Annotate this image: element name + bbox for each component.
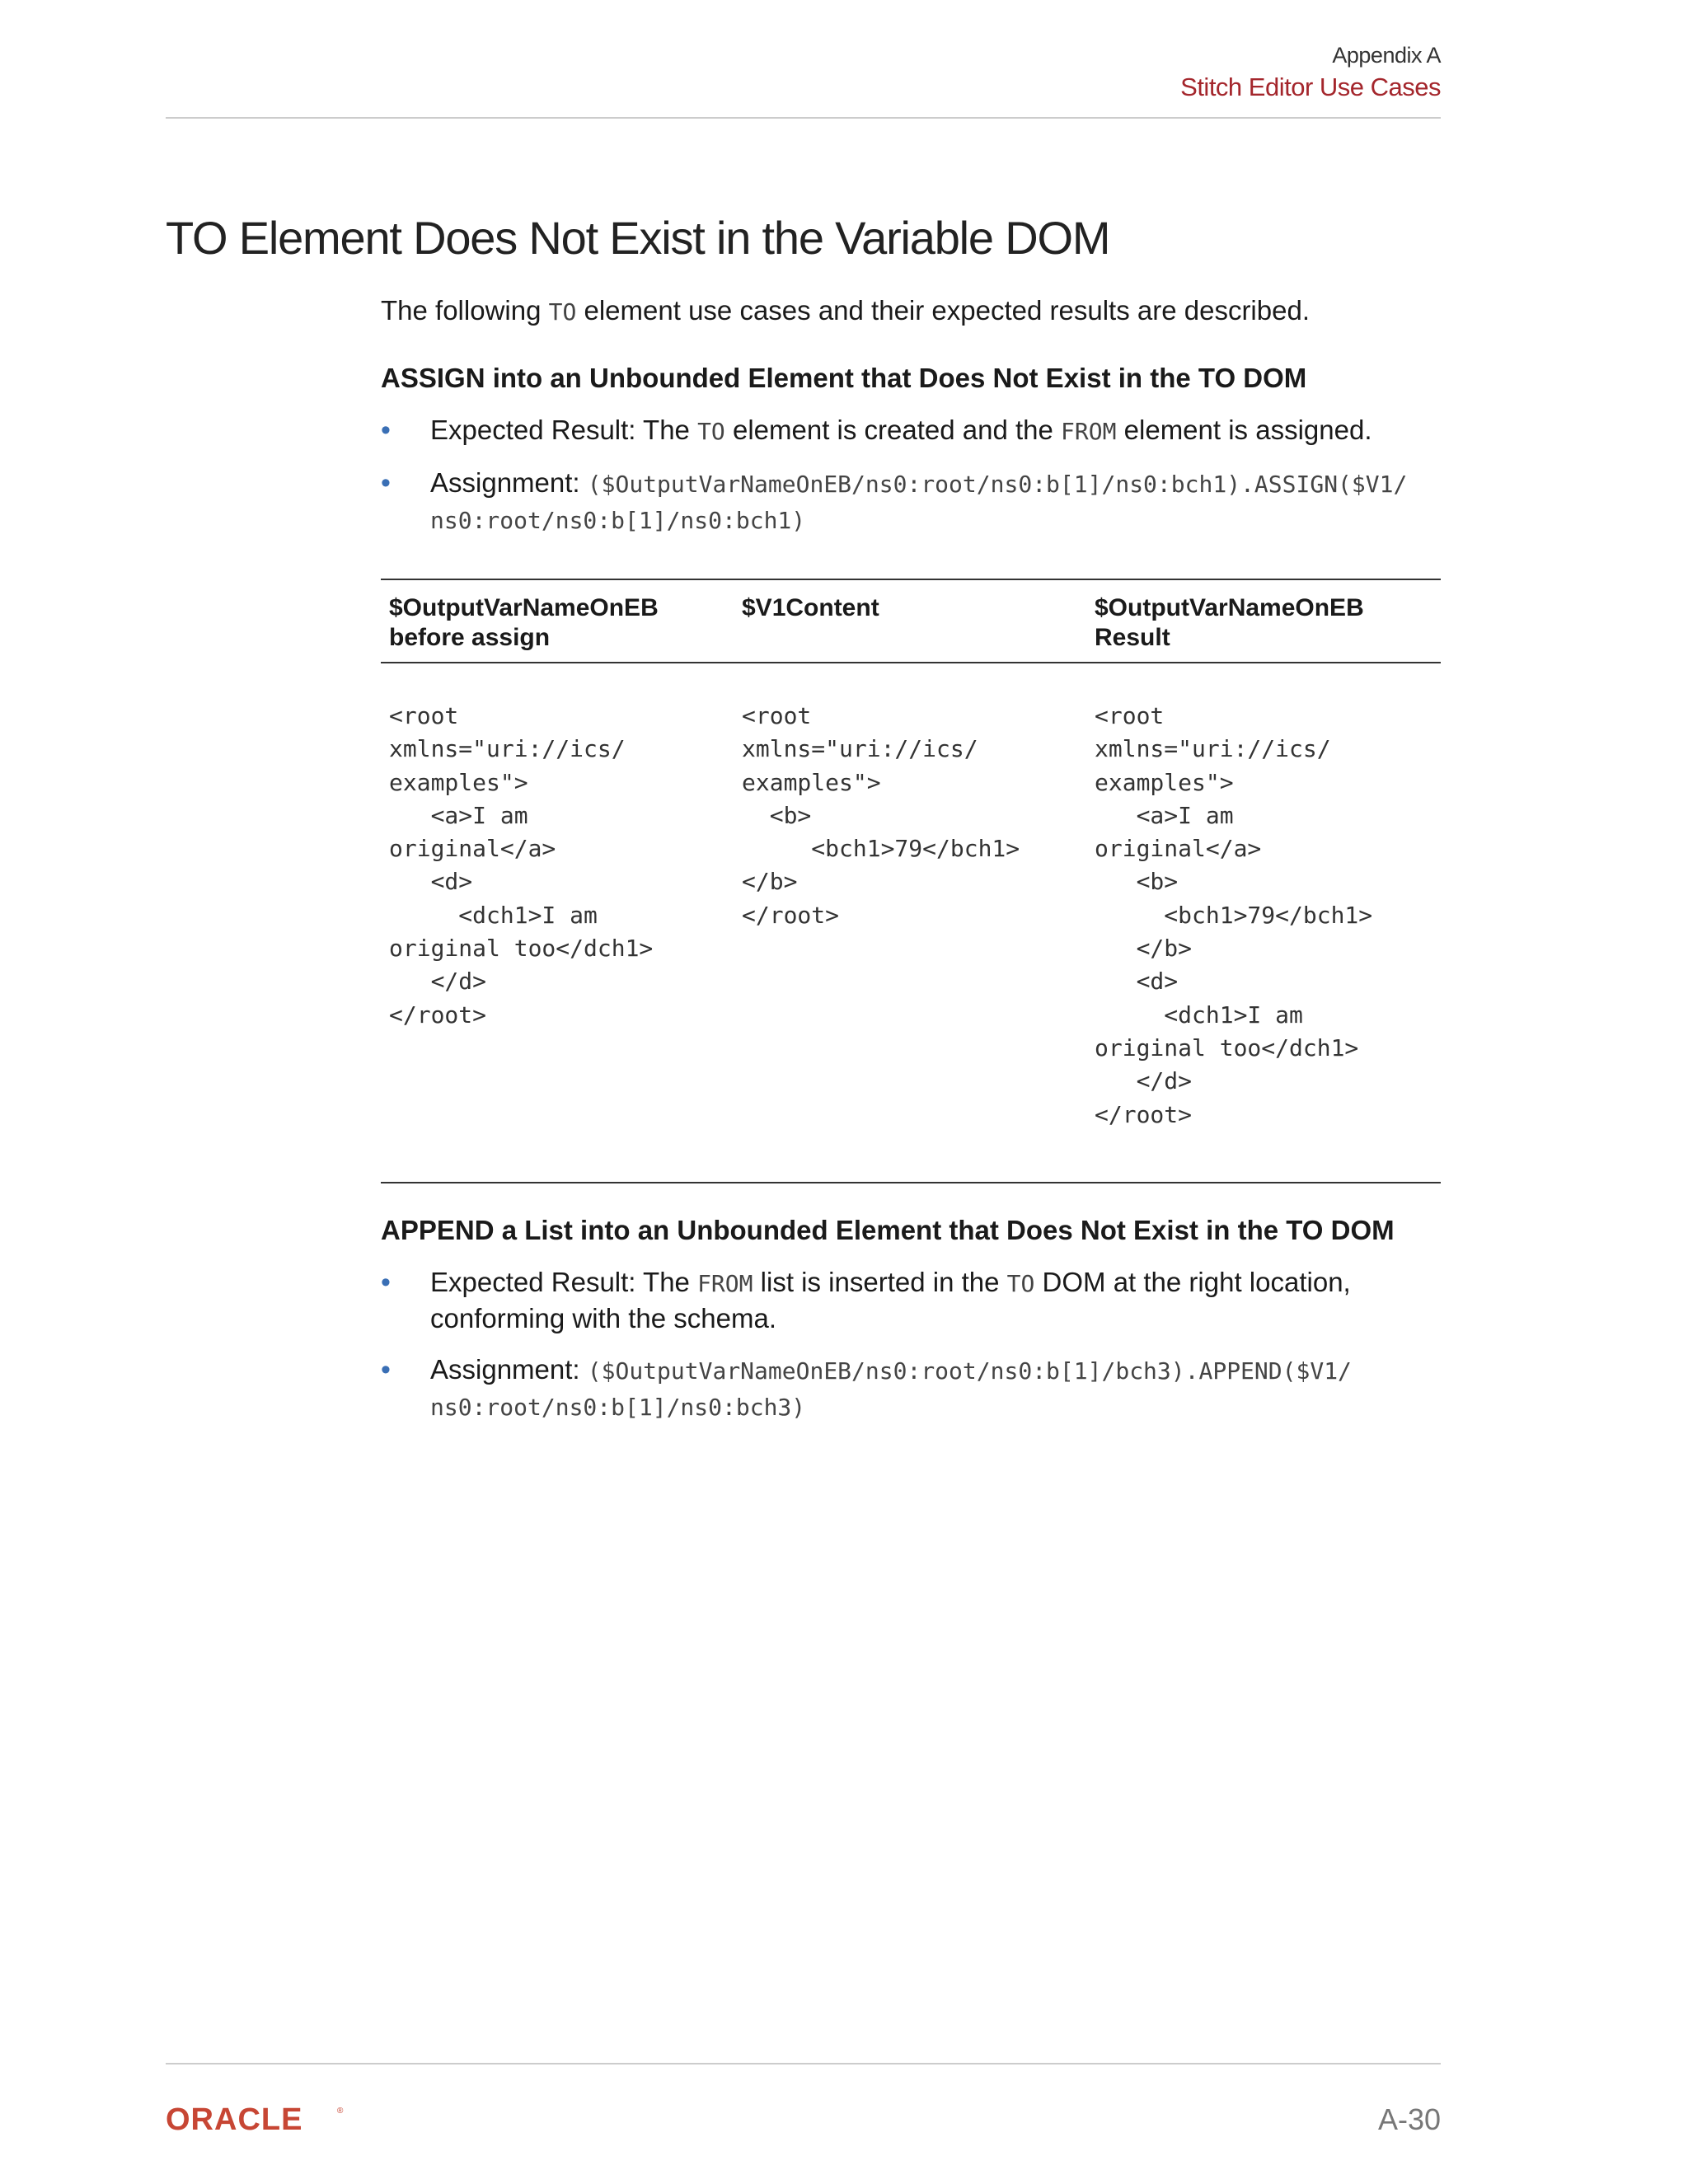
bullet-text: Expected Result: The (430, 1267, 698, 1297)
intro-text-after: element use cases and their expected results are described. (576, 295, 1310, 326)
assign-heading: ASSIGN into an Unbounded Element that Does Not Exist in the TO DOM (381, 363, 1307, 393)
assign-section (381, 360, 1441, 555)
bullet-text: list is inserted in the (753, 1267, 1007, 1297)
bullet-dot-icon: • (381, 415, 391, 446)
bullet-text: element is assigned. (1116, 415, 1372, 445)
header-section-title: Stitch Editor Use Cases (1180, 73, 1441, 101)
table-header-rule (381, 662, 1441, 663)
bullet-item (381, 466, 1441, 538)
intro-code: TO (548, 298, 577, 326)
oracle-logo-text: ORACLE (166, 2103, 303, 2136)
bullet-dot-icon: • (381, 1354, 391, 1385)
inline-code: FROM (697, 1270, 753, 1297)
page-title: TO Element Does Not Exist in the Variable DOM (166, 212, 1110, 264)
table-top-rule (381, 579, 1441, 580)
table-cell-v1content: <root xmlns="uri://ics/ examples"> <b> <bch1>79</bch1> </b> </root> (742, 702, 1020, 929)
bullet-item (381, 1352, 1441, 1425)
bullet-text: Assignment: (430, 1354, 588, 1385)
inline-code: FROM (1061, 418, 1117, 445)
append-section (381, 1212, 1441, 1441)
table-header-line: before assign (389, 624, 551, 651)
table-col-before-assign (389, 593, 735, 653)
bullet-text: DOM at the right location, (1034, 1267, 1351, 1297)
inline-code: ns0:root/ns0:b[1]/ns0:bch3) (430, 1394, 806, 1421)
bullet-dot-icon: • (381, 1267, 391, 1298)
inline-code: ($OutputVarNameOnEB/ns0:root/ns0:b[1]/ns0:bch1).ASSIGN($V1/ (587, 471, 1408, 498)
inline-code: ns0:root/ns0:b[1]/ns0:bch1) (430, 507, 806, 534)
bullet-text: conforming with the schema. (430, 1303, 777, 1333)
footer-rule (166, 2063, 1441, 2064)
header-rule (166, 117, 1441, 119)
bullet-item (381, 1265, 1441, 1336)
append-bullet-list (381, 1265, 1441, 1425)
intro-text-before: The following (381, 295, 549, 326)
intro-paragraph (381, 293, 1441, 330)
table-bottom-rule (381, 1182, 1441, 1183)
append-heading: APPEND a List into an Unbounded Element that Does Not Exist in the TO DOM (381, 1215, 1395, 1245)
inline-code: TO (1006, 1270, 1035, 1297)
bullet-text: Assignment: (430, 467, 588, 498)
oracle-logo (166, 2103, 355, 2136)
table-cell-result: <root xmlns="uri://ics/ examples"> <a>I am original</a> <b> <bch1>79</bch1> </b> <d> <dch1>I am original too</dch1> </d> </root> (1095, 702, 1373, 1128)
registered-mark-icon: ® (337, 2107, 344, 2116)
table-header-line: Result (1095, 624, 1170, 651)
intro-block (381, 293, 1441, 330)
table-header-line: $V1Content (742, 594, 879, 621)
table-header-before-assign (389, 593, 735, 653)
bullet-text: element is created and the (724, 415, 1062, 445)
inline-code: ($OutputVarNameOnEB/ns0:root/ns0:b[1]/bch3).APPEND($V1/ (587, 1357, 1352, 1385)
bullet-item (381, 413, 1441, 449)
bullet-text: Expected Result: The (430, 415, 698, 445)
page-number: A-30 (1377, 2102, 1441, 2136)
header-appendix: Appendix A (1332, 43, 1441, 68)
table-header-line: $OutputVarNameOnEB (389, 594, 659, 621)
table-col-v1content (742, 593, 1088, 623)
inline-code: TO (697, 418, 725, 445)
table-cell-before-assign: <root xmlns="uri://ics/ examples"> <a>I am original</a> <d> <dch1>I am original too</dch1> </d> </root> (389, 702, 654, 1029)
table-header-line: $OutputVarNameOnEB (1095, 594, 1364, 621)
table-header-v1content (742, 593, 1088, 623)
xml-comparison-table (381, 579, 1441, 1183)
table-col-result (1095, 593, 1441, 653)
bullet-dot-icon: • (381, 467, 391, 499)
assign-bullet-list (381, 413, 1441, 538)
table-header-result (1095, 593, 1441, 653)
